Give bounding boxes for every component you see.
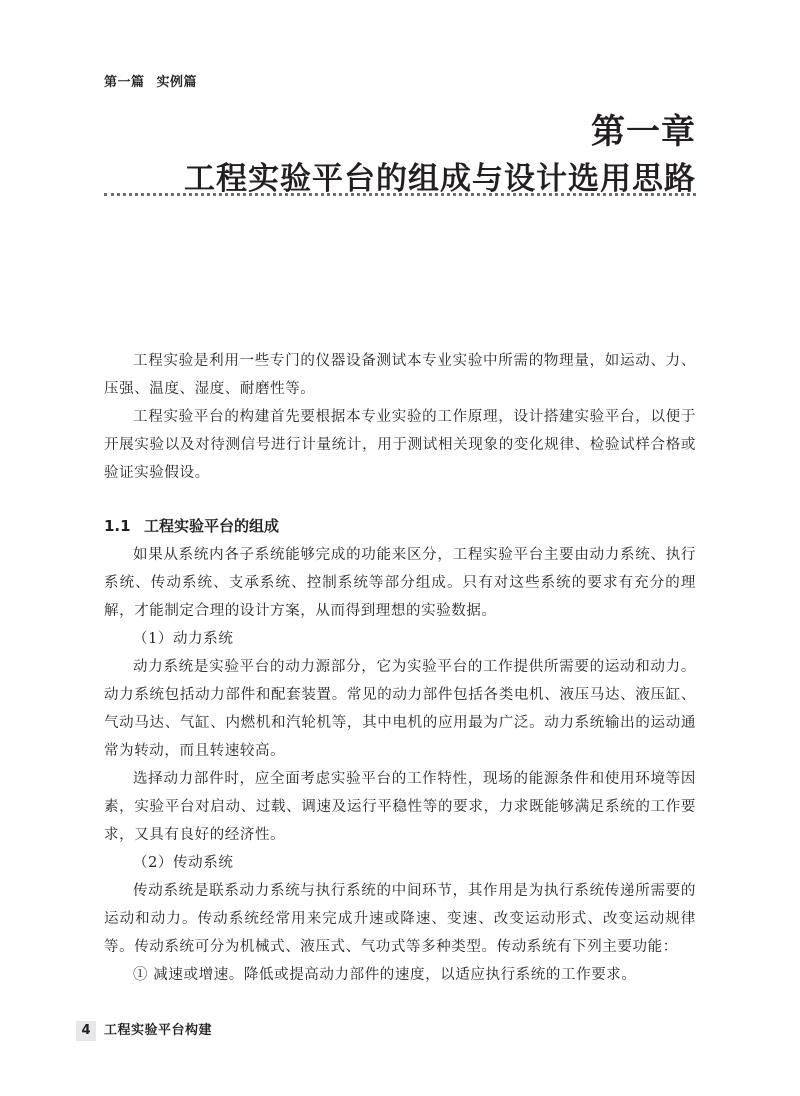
chapter-dotted-rule (104, 193, 696, 196)
subsection-heading-transmission: （2）传动系统 (133, 855, 234, 871)
section-paragraph: 传动系统是联系动力系统与执行系统的中间环节，其作用是为执行系统传递所需要的运动和动力。传动系统经常用来完成升速或降速、变速、改变运动形式、改变运动规律等。传动系统可分为机械式、液压式、气功式等多种类型。传动系统有下列主要功能： (104, 883, 696, 955)
body-text (104, 347, 696, 989)
running-head (104, 71, 197, 90)
chapter-number: 第一章 (591, 112, 696, 152)
section-heading (104, 511, 696, 541)
list-item: ① 减速或增速。降低或提高动力部件的速度，以适应执行系统的工作要求。 (133, 967, 637, 983)
running-head-part-title: 实例篇 (156, 75, 198, 90)
page-number: 4 (76, 1021, 96, 1041)
intro-paragraph: 工程实验是利用一些专门的仪器设备测试本专业实验中所需的物理量，如运动、力、压强、温度、湿度、耐磨性等。 (104, 353, 696, 397)
subsection-heading-power: （1）动力系统 (133, 631, 234, 647)
intro-paragraph: 工程实验平台的构建首先要根据本专业实验的工作原理，设计搭建实验平台，以便于开展实验以及对待测信号进行计量统计，用于测试相关现象的变化规律、检验试样合格或验证实验假设。 (104, 409, 696, 481)
chapter-heading (184, 112, 696, 198)
section-title: 工程实验平台的组成 (144, 517, 280, 535)
book-title: 工程实验平台构建 (104, 1023, 213, 1038)
section-paragraph: 选择动力部件时，应全面考虑实验平台的工作特性，现场的能源条件和使用环境等因素，实验平台对启动、过载、调速及运行平稳性等的要求，力求既能够满足系统的工作要求，又具有良好的经济性。 (104, 771, 696, 843)
running-head-part: 第一篇 (104, 75, 145, 90)
section-paragraph: 动力系统是实验平台的动力源部分，它为实验平台的工作提供所需要的运动和动力。动力系统包括动力部件和配套装置。常见的动力部件包括各类电机、液压马达、液压缸、气动马达、气缸、内燃机和汽轮机等，其中电机的应用最为广泛。动力系统输出的运动通常为转动，而且转速较高。 (104, 659, 696, 759)
section-number: 1.1 (104, 517, 131, 535)
page-footer (76, 1021, 212, 1041)
chapter-title: 工程实验平台的组成与设计选用思路 (184, 161, 696, 197)
section-paragraph: 如果从系统内各子系统能够完成的功能来区分，工程实验平台主要由动力系统、执行系统、传动系统、支承系统、控制系统等部分组成。只有对这些系统的要求有充分的理解，才能制定合理的设计方案，从而得到理想的实验数据。 (104, 547, 696, 619)
